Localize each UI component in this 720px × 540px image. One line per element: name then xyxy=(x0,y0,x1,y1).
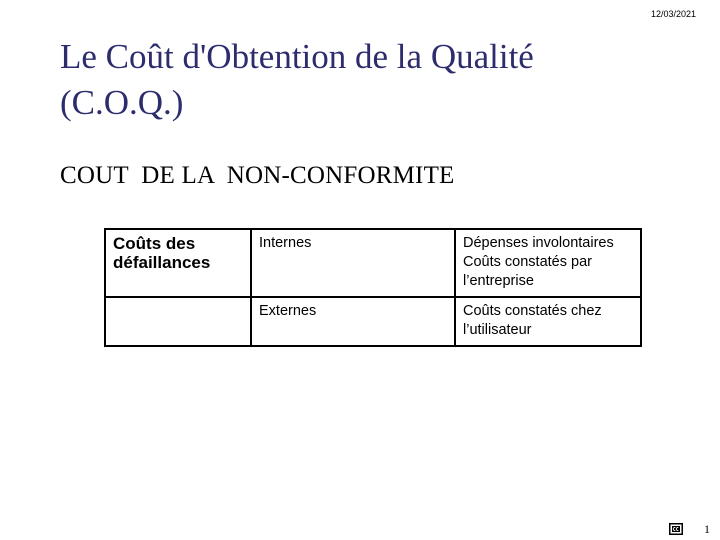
description-line: Coûts constatés chez xyxy=(463,303,602,319)
type-cell: Externes xyxy=(251,297,455,346)
cost-table xyxy=(104,228,642,347)
table-row xyxy=(105,229,641,297)
description-cell xyxy=(455,229,641,297)
cc-logo-icon xyxy=(669,523,683,535)
page-number: 1 xyxy=(704,522,710,536)
slide-title-line-2: (C.O.Q.) xyxy=(60,83,184,122)
slide-title xyxy=(60,34,680,126)
category-cell xyxy=(105,229,251,297)
description-cell xyxy=(455,297,641,346)
slide-date: 12/03/2021 xyxy=(650,9,696,19)
category-cell xyxy=(105,297,251,346)
type-cell: Internes xyxy=(251,229,455,297)
table-row xyxy=(105,297,641,346)
description-line: l’utilisateur xyxy=(463,322,532,338)
description-line: Coûts constatés par xyxy=(463,254,592,270)
category-line: défaillances xyxy=(113,253,211,272)
description-line: Dépenses involontaires xyxy=(463,235,614,251)
slide-subtitle: COUT DE LA NON-CONFORMITE xyxy=(60,162,455,189)
category-line: Coûts des xyxy=(113,234,196,253)
slide-title-line-1: Le Coût d'Obtention de la Qualité xyxy=(60,37,534,76)
description-line: l’entreprise xyxy=(463,273,534,289)
